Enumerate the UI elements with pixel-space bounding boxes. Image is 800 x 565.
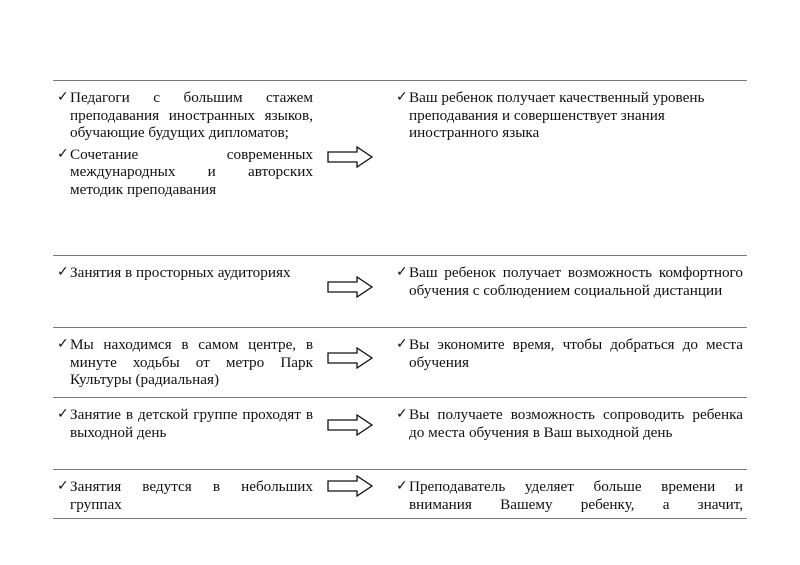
right-arrow-icon (327, 276, 373, 298)
benefits-table (53, 80, 747, 519)
item-text: Мы находимся в самом центре, в минуте ходьбы от метро Парк Культуры (радиальная) (70, 336, 313, 388)
right-cell (396, 478, 743, 513)
check-mark-icon: ✓ (396, 336, 408, 352)
list-item (396, 478, 743, 513)
check-mark-icon: ✓ (57, 336, 69, 352)
right-cell (396, 89, 743, 142)
check-mark-icon: ✓ (396, 406, 408, 422)
list-item (57, 89, 313, 142)
check-mark-icon: ✓ (396, 264, 408, 280)
check-mark-icon: ✓ (57, 89, 69, 105)
check-mark-icon: ✓ (396, 89, 408, 105)
table-row (53, 256, 747, 328)
right-arrow-icon (327, 146, 373, 168)
right-arrow-icon (327, 347, 373, 369)
item-text: Вы получаете возможность сопроводить ребенка до места обучения в Ваш выходной день (409, 406, 743, 441)
list-item (57, 406, 313, 441)
item-text: Ваш ребенок получает возможность комфортного обучения с соблюдением социальной дистанции (409, 264, 743, 299)
item-text: Сочетание современных международных и авторских методик преподавания (70, 145, 313, 198)
right-arrow-icon (327, 475, 373, 497)
list-item (396, 264, 743, 299)
check-mark-icon: ✓ (57, 478, 69, 494)
list-item (396, 406, 743, 441)
list-item (396, 89, 743, 142)
item-text: Занятия в просторных аудиториях (70, 264, 291, 281)
list-item (57, 478, 313, 513)
list-item (396, 336, 743, 371)
item-text: Занятие в детской группе проходят в выходной день (70, 406, 313, 441)
table-row (53, 398, 747, 470)
left-cell (57, 406, 313, 441)
check-mark-icon: ✓ (57, 145, 69, 162)
list-item (57, 336, 313, 389)
table-row (53, 81, 747, 256)
right-cell (396, 264, 743, 299)
table-row (53, 328, 747, 398)
left-cell (57, 336, 313, 389)
right-cell (396, 406, 743, 441)
list-item (57, 264, 313, 282)
right-arrow-icon (327, 414, 373, 436)
left-cell (57, 478, 313, 513)
item-text: Преподаватель уделяет больше времени и внимания Вашему ребенку, а значит, (409, 478, 743, 513)
table-row (53, 470, 747, 519)
check-mark-icon: ✓ (57, 406, 69, 422)
left-cell (57, 264, 313, 282)
left-cell (57, 89, 313, 198)
item-text: Занятия ведутся в небольших группах (70, 478, 313, 513)
check-mark-icon: ✓ (57, 264, 69, 280)
check-mark-icon: ✓ (396, 478, 408, 494)
right-cell (396, 336, 743, 371)
item-text: Педагоги с большим стажем преподавания иностранных языков, обучающие будущих дипломатов; (70, 89, 313, 141)
item-text: Ваш ребенок получает качественный уровень преподавания и совершенствует знания иностранного языка (409, 89, 705, 141)
list-item (57, 146, 313, 199)
item-text: Вы экономите время, чтобы добраться до места обучения (409, 336, 743, 371)
